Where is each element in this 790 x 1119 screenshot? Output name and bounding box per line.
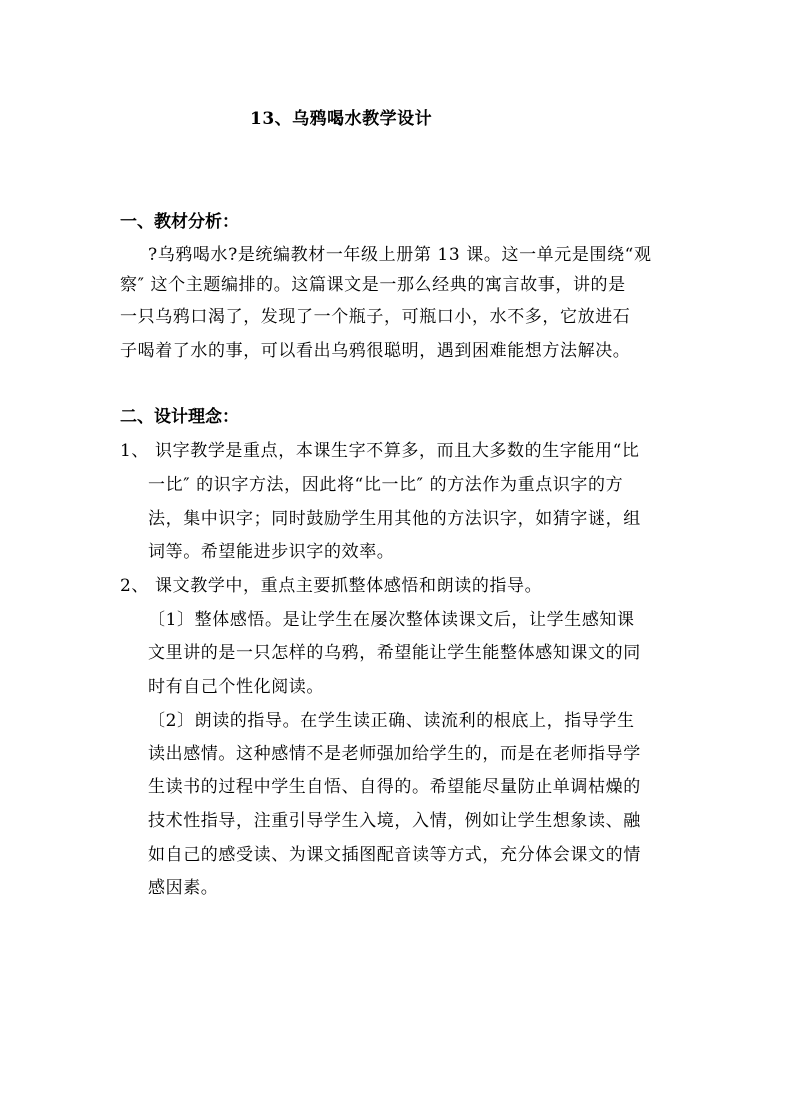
section-heading-textbook-analysis: 一、教材分析：: [120, 212, 239, 232]
paragraph-line: 子喝着了水的事，可以看出乌鸦很聪明，遇到困难能想方法解决。: [120, 341, 631, 361]
sub-item-line: 文里讲的是一只怎样的乌鸦，希望能让学生能整体感知课文的同: [148, 643, 641, 663]
paragraph-line: 察″ 这个主题编排的。这篇课文是一那么经典的寓言故事，讲的是: [120, 275, 626, 295]
sub-item-line: 如自己的感受读、为课文插图配音读等方式，充分体会课文的情: [148, 845, 641, 865]
sub-item-line: 读出感情。这种感情不是老师强加给学生的，而是在老师指导学: [148, 744, 641, 764]
paragraph-line: 一只乌鸦口渴了，发现了一个瓶子，可瓶口小，水不多，它放进石: [120, 307, 631, 327]
sub-item-line: 〔1〕整体感悟。是让学生在屡次整体读课文后，让学生感知课: [148, 610, 635, 630]
list-item-line: 1、 识字教学是重点，本课生字不算多，而且大多数的生字能用“比: [120, 441, 640, 461]
section-heading-design-concept: 二、设计理念：: [120, 407, 239, 427]
sub-item-line: 技术性指导，注重引导学生入境，入情，例如让学生想象读、融: [148, 811, 641, 831]
list-item-line: 2、 课文教学中，重点主要抓整体感悟和朗读的指导。: [120, 576, 543, 596]
sub-item-line: 时有自己个性化阅读。: [148, 677, 324, 697]
paragraph-line: ?乌鸦喝水?是统编教材一年级上册第 13 课。这一单元是围绕“观: [148, 245, 652, 265]
sub-item-line: 感因素。: [148, 878, 219, 898]
list-item-line: 法，集中识字；同时鼓励学生用其他的方法识字，如猜字谜，组: [148, 509, 641, 529]
sub-item-line: 〔2〕朗读的指导。在学生读正确、读流利的根底上，指导学生: [148, 711, 635, 731]
list-item-line: 词等。希望能进步识字的效率。: [148, 542, 395, 562]
document-title: 13、乌鸦喝水教学设计: [250, 109, 433, 129]
sub-item-line: 生读书的过程中学生自悟、自得的。希望能尽量防止单调枯燥的: [148, 777, 641, 797]
list-item-line: 一比″ 的识字方法，因此将“比一比″ 的方法作为重点识字的方: [148, 475, 624, 495]
